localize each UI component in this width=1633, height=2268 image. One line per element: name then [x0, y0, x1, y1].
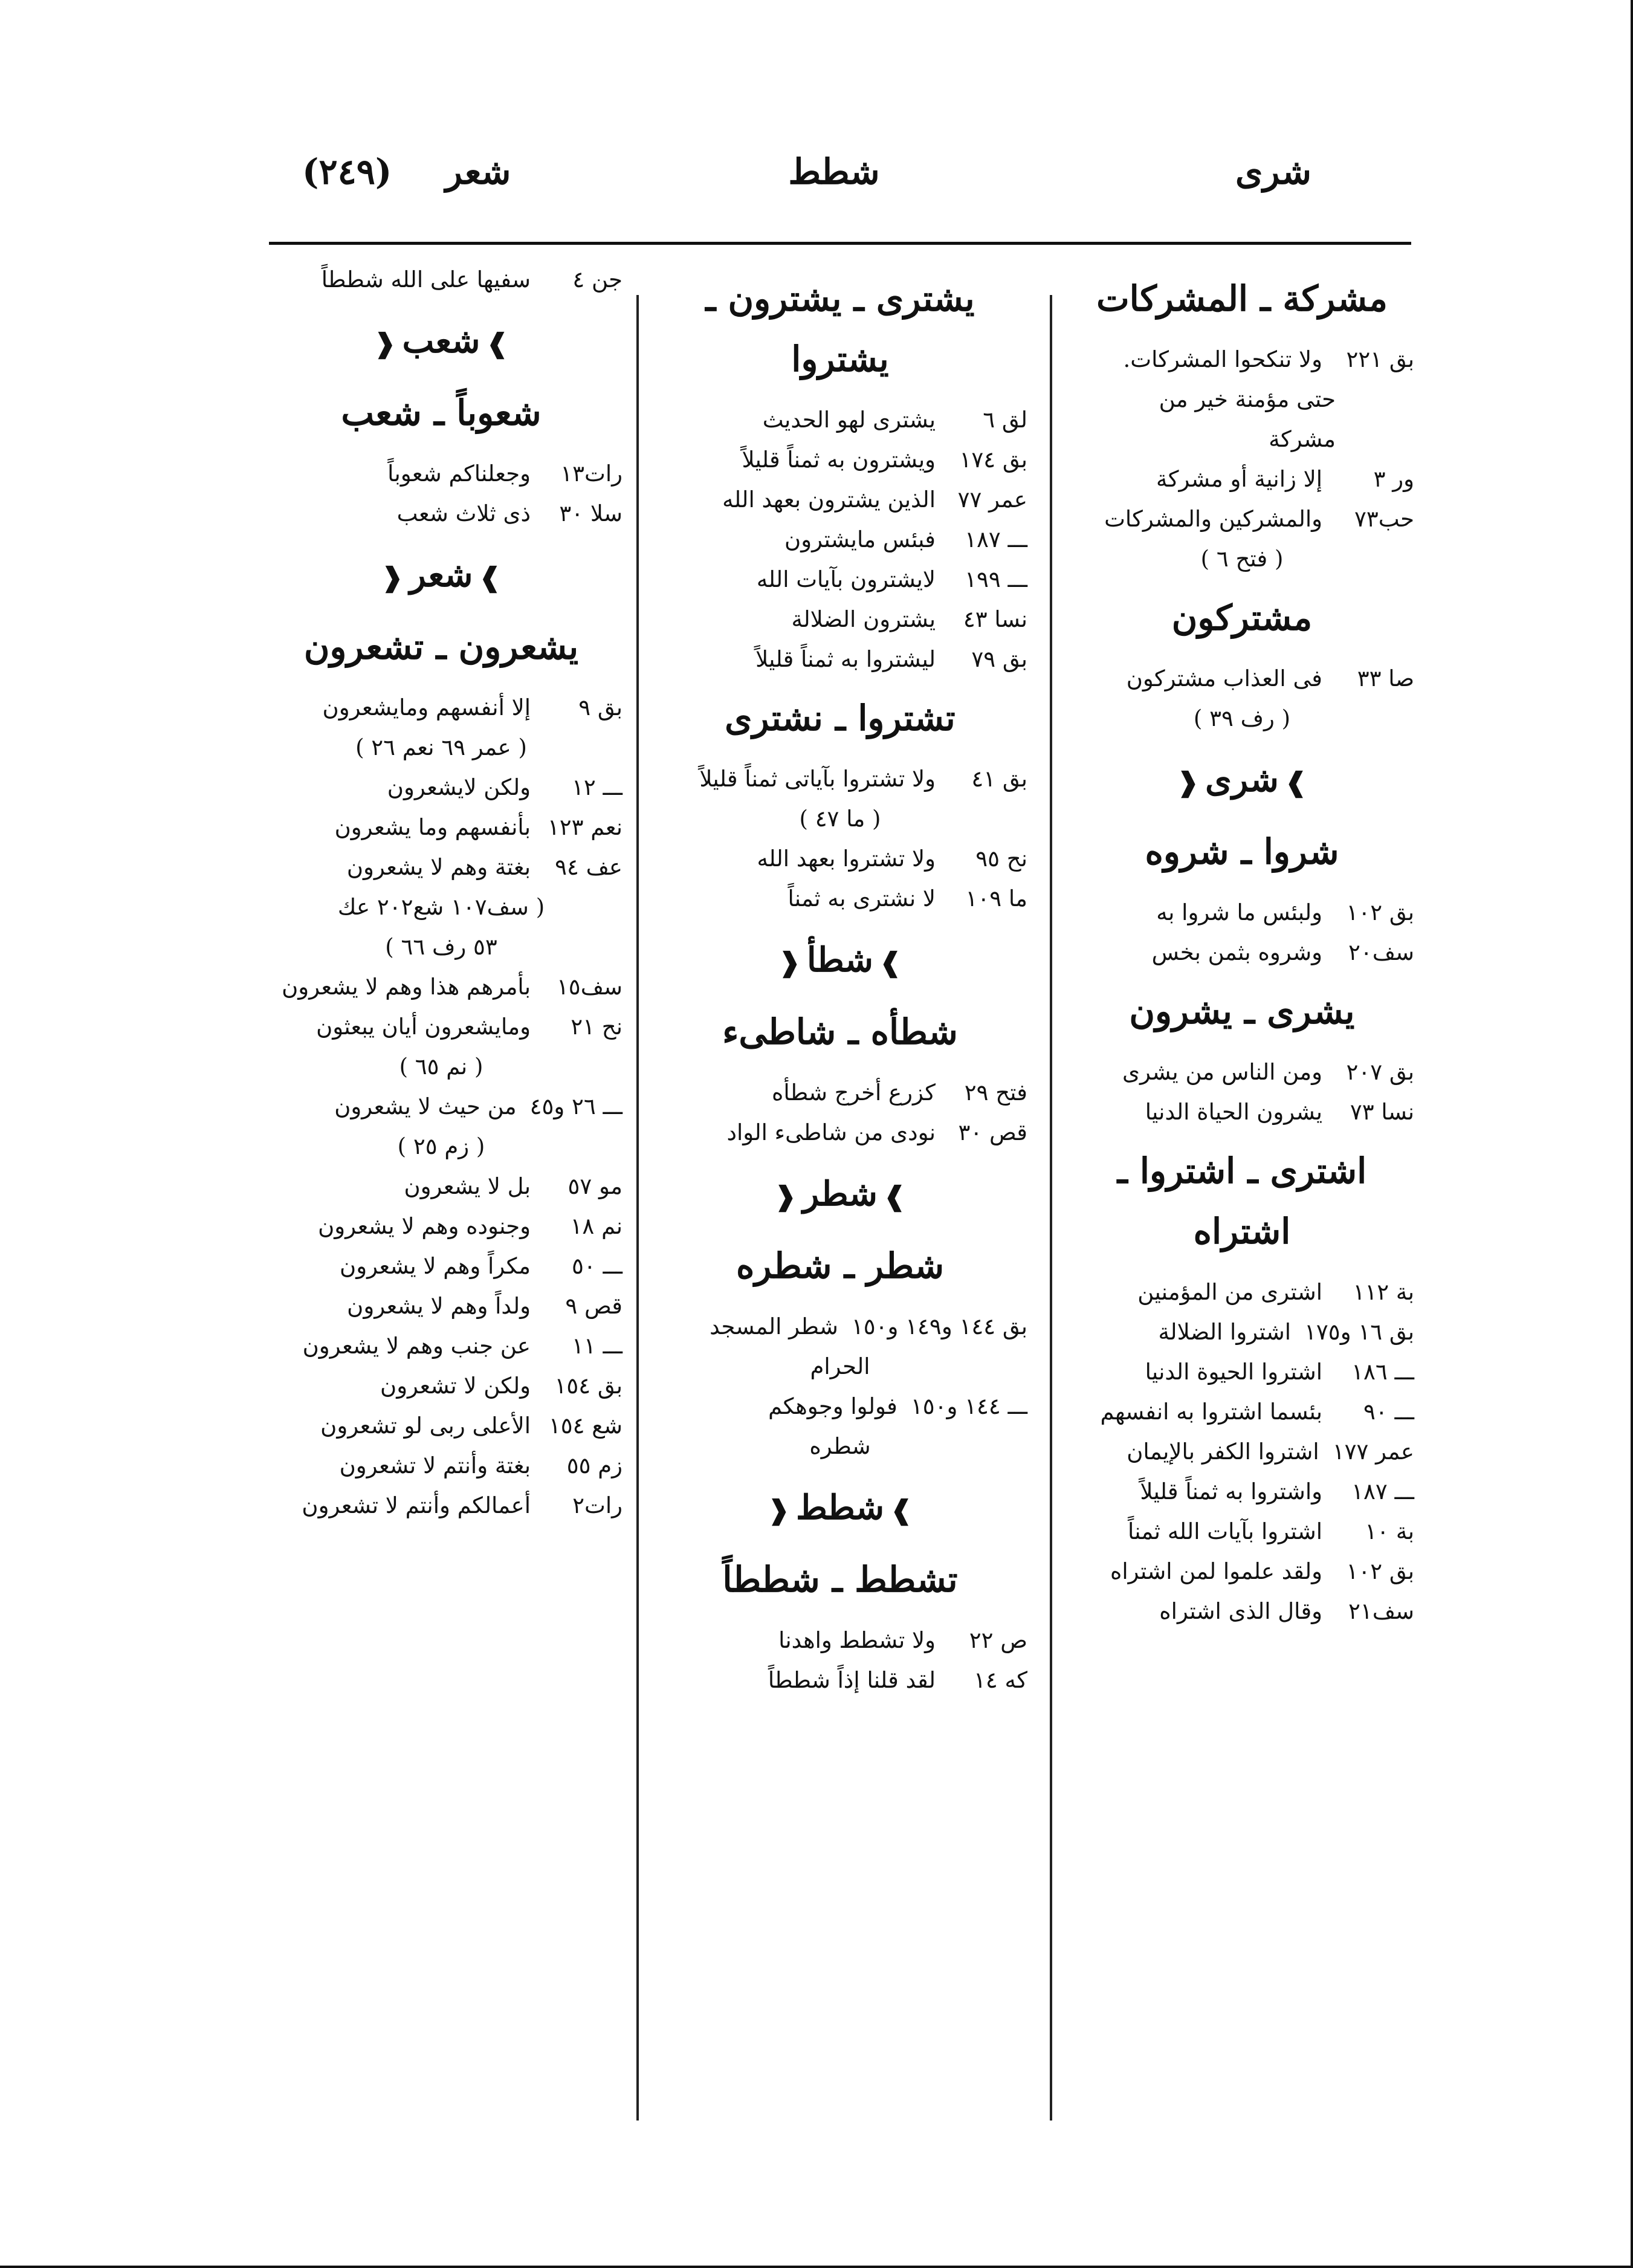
- root-word: شطط: [795, 1488, 884, 1528]
- ornament-bracket-icon: ❰: [778, 947, 801, 978]
- verse-text: وشروه بثمن بخس: [1151, 939, 1322, 965]
- verse-reference: ـــ ١٨٧: [1351, 1479, 1414, 1505]
- verse-reference: سف٢١: [1348, 1598, 1414, 1624]
- verse-text: عن جنب وهم لا يشعرون: [302, 1333, 531, 1359]
- verse-text: وقال الذى اشتراه: [1159, 1598, 1322, 1624]
- verse-text: فولوا وجوهكم: [768, 1393, 897, 1419]
- ornament-bracket-icon: ❰: [774, 1181, 797, 1212]
- index-entry: [260, 1167, 622, 1207]
- index-entry: [1070, 499, 1414, 539]
- index-entry: [260, 967, 622, 1007]
- verse-reference: نح ٢١: [571, 1014, 622, 1040]
- verse-reference: ـــ ١٩٩: [965, 566, 1027, 592]
- continuation-line: ( سف١٠٧ شع٢٠٢ عك: [337, 894, 545, 920]
- ornament-bracket-icon: ❰: [381, 562, 404, 593]
- page-border-bottom: [0, 2266, 1633, 2268]
- verse-reference: ـــ ١٢: [571, 774, 622, 800]
- index-entry: [653, 520, 1027, 560]
- index-entry: [1070, 459, 1414, 499]
- verse-reference: لق ٦: [983, 407, 1027, 433]
- verse-reference: عمر ١٧٧: [1332, 1439, 1414, 1465]
- verse-text: إلا زانية أو مشركة: [1156, 466, 1322, 492]
- continuation-line: ( فتح ٦ ): [1200, 546, 1284, 572]
- index-entry: [1070, 893, 1414, 933]
- column-divider-left: [636, 295, 639, 2121]
- root-heading: [653, 1164, 1027, 1227]
- index-entry: [260, 494, 622, 534]
- verse-reference: قص ٣٠: [958, 1119, 1027, 1145]
- verse-reference: ور ٣: [1373, 466, 1414, 492]
- index-entry: [260, 847, 622, 887]
- verse-reference: بق ٢٠٧: [1346, 1059, 1414, 1085]
- verse-text: والمشركين والمشركات: [1104, 506, 1322, 532]
- verse-text: لايشترون بآيات الله: [756, 566, 936, 592]
- verse-reference: ما ١٠٩: [965, 886, 1027, 912]
- verse-reference: كه ١٤: [974, 1667, 1027, 1693]
- verse-text: ولبئس ما شروا به: [1156, 899, 1322, 925]
- root-heading: [653, 930, 1027, 993]
- verse-text: ومايشعرون أيان يبعثون: [316, 1014, 531, 1040]
- index-entry: [260, 1486, 622, 1526]
- verse-reference: نم ١٨: [570, 1213, 622, 1239]
- verse-text: ولكن لايشعرون: [387, 774, 531, 800]
- page-border-right: [1631, 0, 1633, 2268]
- verse-reference: بق ١٠٢: [1346, 899, 1414, 925]
- verse-reference: ـــ ١٨٧: [965, 526, 1027, 552]
- word-form-heading: يشترى ـ يشترون ـ يشتروا: [705, 278, 975, 380]
- verse-text: أعمالكم وأنتم لا تشعرون: [302, 1492, 531, 1518]
- index-entry: [1070, 1512, 1414, 1552]
- verse-reference: نح ٩٥: [975, 846, 1027, 872]
- ornament-bracket-icon: ❱: [1284, 767, 1307, 798]
- continuation-line: ( عمر ٦٩ نعم ٢٦ ): [355, 734, 527, 760]
- verse-reference: مو ٥٧: [568, 1173, 622, 1199]
- verse-reference: سلا ٣٠: [559, 501, 622, 526]
- index-entry: [1070, 1052, 1414, 1092]
- verse-text: وجعلناكم شعوباً: [387, 461, 531, 487]
- verse-text: نودى من شاطىء الواد: [726, 1119, 936, 1145]
- word-form-heading: تشطط ـ شططاً: [722, 1559, 958, 1600]
- index-entry: [1070, 933, 1414, 973]
- index-entry: [260, 1366, 622, 1406]
- index-entry: [260, 808, 622, 847]
- column-divider-right: [1050, 295, 1052, 2121]
- verse-text: وجنوده وهم لا يشعرون: [318, 1213, 531, 1239]
- verse-text: ولا تشتروا بعهد الله: [757, 846, 936, 872]
- verse-reference: نسا ٤٣: [963, 606, 1027, 632]
- verse-text: مكراً وهم لا يشعرون: [340, 1253, 531, 1279]
- index-entry: [653, 1113, 1027, 1153]
- verse-reference: بق ٧٩: [971, 646, 1027, 672]
- verse-text: بغتة وأنتم لا تشعرون: [339, 1453, 531, 1479]
- verse-reference: سف٢٠: [1348, 939, 1414, 965]
- verse-text: ولقد علموا لمن اشتراه: [1110, 1558, 1322, 1584]
- verse-text: الذين يشترون بعهد الله: [722, 487, 936, 513]
- word-form-heading: اشترى ـ اشتروا ـ اشتراه: [1117, 1150, 1367, 1252]
- word-form-heading: مشتركون: [1171, 597, 1313, 638]
- verse-text: ولا تنكحوا المشركات.: [1123, 346, 1322, 372]
- verse-reference: نسا ٧٣: [1350, 1099, 1414, 1125]
- index-entry: [653, 879, 1027, 919]
- verse-reference: بة ١١٢: [1353, 1279, 1414, 1305]
- verse-reference: رات٢: [572, 1492, 622, 1518]
- verse-text: بغتة وهم لا يشعرون: [346, 854, 531, 880]
- verse-reference: فتح ٢٩: [964, 1080, 1027, 1106]
- verse-text: ذى ثلاث شعب: [396, 501, 531, 526]
- verse-text: ويشترون به ثمناً قليلاً: [742, 447, 936, 473]
- continuation-line: ٥٣ رف ٦٦ ): [385, 934, 497, 960]
- index-entry: [653, 640, 1027, 679]
- header-right-word: شرى: [1235, 151, 1311, 192]
- verse-text: ومن الناس من يشرى: [1122, 1059, 1322, 1085]
- root-word: شعب: [402, 321, 480, 361]
- root-heading: [1070, 750, 1414, 813]
- verse-reference: صا ٣٣: [1357, 666, 1414, 692]
- index-entry: [260, 1207, 622, 1246]
- verse-text: واشتروا به ثمناً قليلاً: [1140, 1479, 1322, 1505]
- ornament-bracket-icon: ❰: [768, 1495, 790, 1526]
- verse-text: اشتروا بآيات الله ثمناً: [1127, 1518, 1322, 1544]
- verse-text: اشترى من المؤمنين: [1137, 1279, 1322, 1305]
- verse-text: إلا أنفسهم ومايشعرون: [322, 695, 531, 721]
- verse-reference: بق ١٠٢: [1346, 1558, 1414, 1584]
- verse-text: ولا تشتروا بآياتى ثمناً قليلاً: [699, 766, 936, 792]
- verse-reference: شع ١٥٤: [548, 1413, 622, 1439]
- root-word: شعر: [409, 555, 473, 595]
- verse-text: شطر المسجد: [710, 1314, 838, 1340]
- word-form-heading: تشتروا ـ نشترى: [725, 698, 956, 739]
- verse-text: ولداً وهم لا يشعرون: [347, 1293, 531, 1319]
- verse-text: بل لا يشعرون: [404, 1173, 531, 1199]
- ornament-bracket-icon: ❱: [883, 1181, 906, 1212]
- ornament-bracket-icon: ❱: [479, 562, 502, 593]
- index-entry: [260, 768, 622, 808]
- verse-reference: ـــ ١٨٦: [1351, 1359, 1414, 1385]
- verse-reference: ـــ ٩٠: [1363, 1399, 1414, 1425]
- verse-text: يشترون الضلالة: [791, 606, 936, 632]
- page-number: (٢٤٩): [302, 151, 392, 192]
- index-entry: [260, 1406, 622, 1446]
- verse-reference: بق ٤١: [971, 766, 1027, 792]
- index-entry: [653, 1621, 1027, 1660]
- ornament-bracket-icon: ❰: [373, 328, 396, 359]
- header-center-word: شطط: [788, 151, 880, 192]
- verse-reference: حب٧٣: [1354, 506, 1414, 532]
- verse-text: بأمرهم هذا وهم لا يشعرون: [282, 974, 531, 1000]
- index-entry: [1070, 1552, 1414, 1592]
- index-entry: [1070, 340, 1414, 380]
- verse-text: من حيث لا يشعرون: [334, 1094, 517, 1119]
- index-entry: [1070, 1272, 1414, 1312]
- column-center: [653, 260, 1027, 1700]
- continuation-line: ( زم ٢٥ ): [397, 1133, 485, 1159]
- index-entry: [260, 1446, 622, 1486]
- index-entry: [653, 480, 1027, 520]
- ornament-bracket-icon: ❱: [890, 1495, 913, 1526]
- index-entry: [653, 400, 1027, 440]
- verse-reference: ص ٢٢: [969, 1627, 1027, 1653]
- verse-text: الأعلى ربى لو تشعرون: [320, 1413, 531, 1439]
- column-right: [1070, 260, 1414, 1631]
- word-form-heading: شروا ـ شروه: [1145, 831, 1339, 872]
- verse-text: ليشتروا به ثمناً قليلاً: [755, 646, 936, 672]
- index-entry: [1070, 1092, 1414, 1132]
- verse-reference: بق ١٤٤ و١٤٩ و١٥٠: [851, 1314, 1027, 1340]
- index-entry: [653, 1660, 1027, 1700]
- continuation-line: الحرام: [810, 1353, 870, 1379]
- root-word: شطأ: [807, 940, 873, 980]
- verse-reference: بق ٢٢١: [1346, 346, 1414, 372]
- index-entry: [260, 1286, 622, 1326]
- verse-reference: قص ٩: [565, 1293, 622, 1319]
- verse-text: اشتروا الكفر بالإيمان: [1127, 1439, 1319, 1465]
- index-entry: [653, 1387, 1027, 1427]
- index-entry: [1070, 1392, 1414, 1432]
- verse-reference: بة ١٠: [1365, 1518, 1414, 1544]
- column-left: [260, 260, 622, 1526]
- index-entry: [1070, 1592, 1414, 1631]
- root-heading: [260, 311, 622, 374]
- verse-reference: ـــ ٢٦ و٤٥: [529, 1094, 622, 1119]
- word-form-heading: يشعرون ـ تشعرون: [303, 626, 579, 667]
- verse-text: لقد قلنا إذاً شططاً: [768, 1667, 936, 1693]
- index-entry: [1070, 1352, 1414, 1392]
- verse-text: بئسما اشتروا به انفسهم: [1100, 1399, 1322, 1425]
- ornament-bracket-icon: ❱: [879, 947, 902, 978]
- verse-text: سفيها على الله شططاً: [321, 267, 531, 293]
- index-entry: [260, 1007, 622, 1047]
- verse-text: ولكن لا تشعرون: [380, 1373, 531, 1399]
- index-entry: [260, 454, 622, 494]
- verse-reference: ـــ ٥٠: [571, 1253, 622, 1279]
- ornament-bracket-icon: ❰: [1177, 767, 1200, 798]
- index-entry: [260, 1246, 622, 1286]
- index-entry: [653, 600, 1027, 640]
- verse-reference: عمر ٧٧: [957, 487, 1027, 513]
- verse-text: كزرع أخرج شطأه: [772, 1080, 936, 1106]
- word-form-heading: مشركة ـ المشركات: [1096, 278, 1388, 319]
- verse-reference: زم ٥٥: [566, 1453, 622, 1479]
- word-form-heading: شطأه ـ شاطىء: [722, 1011, 958, 1052]
- verse-text: بأنفسهم وما يشعرون: [334, 814, 531, 840]
- index-entry: [260, 1326, 622, 1366]
- index-entry: [653, 440, 1027, 480]
- verse-reference: بق ١٦ و١٧٥: [1304, 1319, 1414, 1345]
- continuation-line: حتى مؤمنة خير من: [1159, 386, 1336, 412]
- index-entry: [1070, 1312, 1414, 1352]
- word-form-heading: شعوباً ـ شعب: [341, 392, 542, 433]
- continuation-line: ( ما ٤٧ ): [799, 806, 881, 832]
- verse-text: يشرون الحياة الدنيا: [1145, 1099, 1322, 1125]
- verse-text: اشتروا الضلالة: [1158, 1319, 1292, 1345]
- verse-reference: بق ١٧٤: [959, 447, 1027, 473]
- verse-text: يشترى لهو الحديث: [762, 407, 936, 433]
- index-entry: [653, 1307, 1027, 1347]
- index-entry: [260, 688, 622, 728]
- verse-reference: نعم ١٢٣: [547, 814, 622, 840]
- verse-text: لا نشترى به ثمناً: [787, 886, 936, 912]
- index-entry: [653, 1073, 1027, 1113]
- index-entry: [1070, 1472, 1414, 1512]
- index-entry: [1070, 659, 1414, 699]
- header-left: [302, 151, 592, 192]
- continuation-line: مشركة: [1269, 426, 1336, 452]
- header-rule: [269, 242, 1411, 245]
- word-form-heading: شطر ـ شطره: [736, 1245, 945, 1286]
- verse-reference: بق ٩: [578, 695, 622, 721]
- verse-text: فى العذاب مشتركون: [1126, 666, 1322, 692]
- root-heading: [260, 545, 622, 608]
- index-entry: [653, 759, 1027, 799]
- root-word: شطر: [803, 1174, 878, 1214]
- verse-reference: جن ٤: [572, 267, 622, 293]
- verse-reference: ـــ ١٤٤ و١٥٠: [910, 1393, 1027, 1419]
- index-entry: [1070, 1432, 1414, 1472]
- verse-text: ولا تشطط واهدنا: [778, 1627, 936, 1653]
- continuation-line: ( رف ٣٩ ): [1193, 705, 1291, 731]
- ornament-bracket-icon: ❱: [486, 328, 509, 359]
- index-entry: [653, 839, 1027, 879]
- root-heading: [653, 1477, 1027, 1541]
- header-left-word: شعر: [445, 151, 511, 192]
- verse-reference: سف١٥: [556, 974, 622, 1000]
- verse-reference: رات١٣: [560, 461, 622, 487]
- root-word: شرى: [1205, 760, 1279, 800]
- verse-text: فبئس مايشترون: [784, 526, 936, 552]
- index-entry: [260, 1087, 622, 1127]
- continuation-line: شطره: [809, 1433, 871, 1459]
- verse-reference: ـــ ١١: [571, 1333, 622, 1359]
- index-entry: [260, 260, 622, 300]
- verse-reference: عف ٩٤: [555, 854, 622, 880]
- continuation-line: ( نم ٦٥ ): [399, 1054, 483, 1080]
- verse-reference: بق ١٥٤: [554, 1373, 622, 1399]
- verse-text: اشتروا الحيوة الدنيا: [1145, 1359, 1322, 1385]
- word-form-heading: يشرى ـ يشرون: [1129, 991, 1355, 1032]
- index-entry: [653, 560, 1027, 600]
